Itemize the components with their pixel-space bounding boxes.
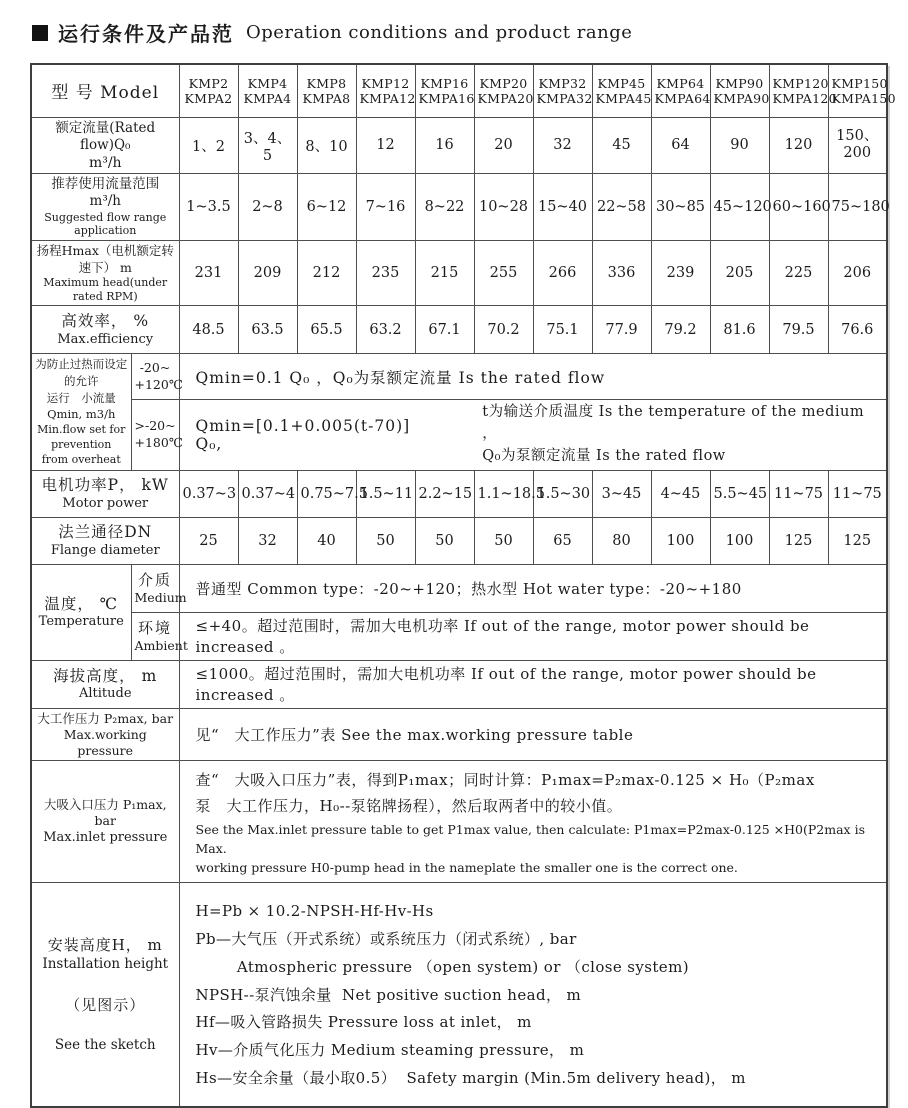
model-header-cell-line: KMPA8 xyxy=(302,90,351,106)
page-title xyxy=(32,18,908,47)
min-flow-label: 为防止过热而设定的允许 运行 小流量 Qmin, m3/h Min.flow set for prevention from overheat xyxy=(31,354,131,470)
inlet-cn-block xyxy=(196,767,877,820)
model-header-cell xyxy=(415,64,474,117)
model-header-cell-line: KMP2 xyxy=(188,75,229,91)
model-header-cell-line: KMPA32 xyxy=(536,90,593,106)
motor-power-label: 电机功率P， kW Motor power xyxy=(31,470,179,517)
inlet-en-block xyxy=(196,820,877,878)
page-title-en: Operation conditions and product range xyxy=(246,22,633,43)
altitude-label: 海拔高度， m Altitude xyxy=(31,660,179,708)
flange-cell: 50 xyxy=(474,517,533,564)
ambient-sublabel: 环境 Ambient xyxy=(131,612,179,660)
min-flow-formula-2: Qmin=[0.1+0.005(t-70)] Q₀, t为输送介质温度 Is the temperature of the medium ， Q₀为泵额定流量 Is the rated flow xyxy=(179,400,887,470)
temp-range-180: >-20~ +180℃ xyxy=(131,400,179,470)
model-header-cell xyxy=(356,64,415,117)
model-header-cell xyxy=(474,64,533,117)
max-working-pressure-label: 大工作压力 P₂max, bar Max.working pressure xyxy=(31,708,179,761)
rated-flow-cell: 90 xyxy=(710,117,769,173)
flange-cell: 40 xyxy=(297,517,356,564)
model-header-cell-line: KMPA64 xyxy=(654,90,711,106)
rated-flow-cell xyxy=(828,117,887,173)
max-head-row xyxy=(31,241,887,306)
suggested-flow-cell: 2~8 xyxy=(238,173,297,241)
max-inlet-pressure-row xyxy=(31,761,887,883)
model-header-cell-line: KMP20 xyxy=(479,75,528,91)
min-flow-row-1 xyxy=(31,354,887,400)
medium-sublabel: 介质 Medium xyxy=(131,564,179,612)
min-flow-row-2 xyxy=(31,400,887,470)
max-head-cell: 205 xyxy=(710,241,769,306)
formula-line: Hv—介质气化压力 Medium steaming pressure， m xyxy=(195,1041,585,1060)
model-header-cell-line: KMPA4 xyxy=(243,90,292,106)
max-efficiency-cell: 79.5 xyxy=(769,306,828,354)
model-header-label: 型 号 Model xyxy=(31,64,179,117)
formula-line: Hf—吸入管路损失 Pressure loss at inlet， m xyxy=(195,1013,532,1032)
model-header-cell xyxy=(710,64,769,117)
min-flow-formula-1: Qmin=0.1 Q₀ ，Q₀为泵额定流量 Is the rated flow xyxy=(179,354,887,400)
rated-flow-label: 额定流量(Rated flow)Q₀ m³/h xyxy=(31,117,179,173)
model-header-cell-line: KMPA16 xyxy=(418,90,475,106)
motor-power-cell: 3~45 xyxy=(592,470,651,517)
motor-power-cell: 1.5~11 xyxy=(356,470,415,517)
model-header-cell-line: KMP90 xyxy=(715,75,764,91)
flange-cell: 100 xyxy=(710,517,769,564)
model-header-cell-line: KMPA90 xyxy=(713,90,770,106)
max-efficiency-cell: 79.2 xyxy=(651,306,710,354)
temp-range-120: -20~ +120℃ xyxy=(131,354,179,400)
ambient-text: ≤+40。超过范围时，需加大电机功率 If out of the range, motor power should be increased 。 xyxy=(179,612,887,660)
motor-power-cell: 0.37~3 xyxy=(179,470,238,517)
model-header-cell-line: KMP45 xyxy=(597,75,646,91)
rated-flow-cell: 8、10 xyxy=(297,117,356,173)
model-header-cell-line: KMPA45 xyxy=(595,90,652,106)
model-header-cell-line: KMPA20 xyxy=(477,90,534,106)
max-inlet-pressure-text xyxy=(179,761,887,883)
max-efficiency-cell: 75.1 xyxy=(533,306,592,354)
model-header-cell xyxy=(297,64,356,117)
motor-power-cell: 2.2~15 xyxy=(415,470,474,517)
flange-cell: 80 xyxy=(592,517,651,564)
inlet-en-line: working pressure H0-pump head in the nameplate the smaller one is the correct one. xyxy=(195,860,738,876)
rated-flow-row xyxy=(31,117,887,173)
suggested-flow-cell: 7~16 xyxy=(356,173,415,241)
flange-cell: 65 xyxy=(533,517,592,564)
suggested-flow-cell: 10~28 xyxy=(474,173,533,241)
flange-cell: 125 xyxy=(828,517,887,564)
motor-power-cell: 0.37~4 xyxy=(238,470,297,517)
installation-height-label: 安装高度H， m Installation height （见图示） See the sketch xyxy=(31,882,179,1107)
medium-text: 普通型 Common type：-20~+120；热水型 Hot water type：-20~+180 xyxy=(179,564,887,612)
suggested-flow-cell: 45~120 xyxy=(710,173,769,241)
rated-flow-cell: 120 xyxy=(769,117,828,173)
formula-line: NPSH--泵汽蚀余量 Net positive suction head， m xyxy=(195,985,582,1004)
flange-cell: 32 xyxy=(238,517,297,564)
suggested-flow-cell: 1~3.5 xyxy=(179,173,238,241)
max-efficiency-cell: 77.9 xyxy=(592,306,651,354)
max-head-cell: 231 xyxy=(179,241,238,306)
model-header-cell xyxy=(179,64,238,117)
rated-flow-cell: 1、2 xyxy=(179,117,238,173)
model-header-cell-line: KMPA120 xyxy=(772,90,837,106)
max-working-pressure-text: 见“ 大工作压力”表 See the max.working pressure table xyxy=(179,708,887,761)
motor-power-cell: 5.5~45 xyxy=(710,470,769,517)
rated-flow-cell-line: 150、 xyxy=(836,127,879,144)
motor-power-row xyxy=(31,470,887,517)
suggested-flow-cell: 8~22 xyxy=(415,173,474,241)
suggested-flow-cell: 60~160 xyxy=(769,173,828,241)
motor-power-cell: 1.1~18.5 xyxy=(474,470,533,517)
max-efficiency-row xyxy=(31,306,887,354)
flange-row xyxy=(31,517,887,564)
model-header-cell-line: KMPA2 xyxy=(184,90,233,106)
rated-flow-cell: 32 xyxy=(533,117,592,173)
formula-line: H=Pb × 10.2-NPSH-Hf-Hv-Hs xyxy=(195,902,434,921)
max-head-cell: 209 xyxy=(238,241,297,306)
max-working-pressure-row xyxy=(31,708,887,761)
motor-power-cell: 0.75~7.5 xyxy=(297,470,356,517)
model-header-cell xyxy=(651,64,710,117)
installation-height-text xyxy=(179,882,887,1107)
model-header-cell-line: KMPA12 xyxy=(359,90,416,106)
flange-cell: 50 xyxy=(356,517,415,564)
rated-flow-cell: 12 xyxy=(356,117,415,173)
inlet-en-line: See the Max.inlet pressure table to get P1max value, then calculate: P1max=P2max-0.125 ×H0(P2max is Max. xyxy=(195,821,865,856)
rated-flow-cell: 16 xyxy=(415,117,474,173)
suggested-flow-cell: 30~85 xyxy=(651,173,710,241)
model-header-cell-line: KMPA150 xyxy=(831,90,896,106)
max-efficiency-cell: 67.1 xyxy=(415,306,474,354)
rated-flow-cell: 64 xyxy=(651,117,710,173)
suggested-flow-cell: 6~12 xyxy=(297,173,356,241)
model-header-cell-line: KMP8 xyxy=(306,75,347,91)
suggested-flow-cell: 15~40 xyxy=(533,173,592,241)
flange-cell: 125 xyxy=(769,517,828,564)
flange-cell: 25 xyxy=(179,517,238,564)
rated-flow-cell: 45 xyxy=(592,117,651,173)
motor-power-cell: 11~75 xyxy=(828,470,887,517)
model-header-cell-line: KMP64 xyxy=(656,75,705,91)
max-efficiency-cell: 81.6 xyxy=(710,306,769,354)
motor-power-cell: 11~75 xyxy=(769,470,828,517)
max-efficiency-cell: 63.5 xyxy=(238,306,297,354)
rated-flow-cell: 20 xyxy=(474,117,533,173)
max-head-cell: 239 xyxy=(651,241,710,306)
max-head-cell: 206 xyxy=(828,241,887,306)
rated-flow-cell: 3、4、5 xyxy=(238,117,297,173)
formula-line: Pb—大气压（开式系统）或系统压力（闭式系统）, bar xyxy=(195,930,577,949)
max-efficiency-cell: 76.6 xyxy=(828,306,887,354)
temperature-ambient-row xyxy=(31,612,887,660)
model-header-cell xyxy=(769,64,837,117)
max-efficiency-cell: 48.5 xyxy=(179,306,238,354)
max-head-label: 扬程Hmax（电机额定转速下） m Maximum head(under rated RPM) xyxy=(31,241,179,306)
square-bullet-icon xyxy=(32,25,48,41)
max-head-cell: 266 xyxy=(533,241,592,306)
max-head-cell: 336 xyxy=(592,241,651,306)
page-title-cn: 运行条件及产品范 xyxy=(58,22,234,46)
max-efficiency-cell: 63.2 xyxy=(356,306,415,354)
altitude-row xyxy=(31,660,887,708)
spec-table xyxy=(30,63,896,1108)
temperature-label: 温度， ℃ Temperature xyxy=(31,564,131,660)
flange-cell: 100 xyxy=(651,517,710,564)
model-header-cell-line: KMP4 xyxy=(247,75,288,91)
max-head-cell: 255 xyxy=(474,241,533,306)
model-header-cell xyxy=(533,64,592,117)
max-head-cell: 225 xyxy=(769,241,828,306)
altitude-text: ≤1000。超过范围时，需加大电机功率 If out of the range, motor power should be increased 。 xyxy=(179,660,887,708)
model-header-cell-line: KMP120 xyxy=(772,75,829,91)
temperature-medium-row xyxy=(31,564,887,612)
motor-power-cell: 4~45 xyxy=(651,470,710,517)
max-efficiency-cell: 70.2 xyxy=(474,306,533,354)
model-header-cell-line: KMP150 xyxy=(831,75,888,91)
suggested-flow-label: 推荐使用流量范围 m³/h Suggested flow range application xyxy=(31,173,179,241)
max-head-cell: 235 xyxy=(356,241,415,306)
max-inlet-pressure-label: 大吸入口压力 P₁max, bar Max.inlet pressure xyxy=(31,761,179,883)
model-header-cell xyxy=(592,64,651,117)
model-header-cell-line: KMP16 xyxy=(420,75,469,91)
max-head-cell: 215 xyxy=(415,241,474,306)
model-header-cell-line: KMP12 xyxy=(361,75,410,91)
max-efficiency-label: 高效率， % Max.efficiency xyxy=(31,306,179,354)
installation-height-row xyxy=(31,882,887,1107)
suggested-flow-cell: 75~180 xyxy=(828,173,887,241)
formula-line: Hs—安全余量（最小取0.5） Safety margin (Min.5m delivery head)， m xyxy=(195,1068,746,1087)
model-header-cell-line: KMP32 xyxy=(538,75,587,91)
suggested-flow-cell: 22~58 xyxy=(592,173,651,241)
inlet-cn-line: 泵 大工作压力，H₀--泵铭牌扬程），然后取两者中的较小值。 xyxy=(195,797,623,816)
formula-line: Atmospheric pressure （open system) or （close system) xyxy=(195,957,689,976)
inlet-cn-line: 查“ 大吸入口压力”表，得到P₁max；同时计算：P₁max=P₂max-0.125 × H₀（P₂max xyxy=(195,771,815,790)
suggested-flow-row xyxy=(31,173,887,241)
max-head-cell: 212 xyxy=(297,241,356,306)
max-efficiency-cell: 65.5 xyxy=(297,306,356,354)
flange-cell: 50 xyxy=(415,517,474,564)
model-header-cell xyxy=(238,64,297,117)
rated-flow-cell-line: 200 xyxy=(843,145,872,162)
table-header-row xyxy=(31,64,887,117)
flange-label: 法兰通径DN Flange diameter xyxy=(31,517,179,564)
motor-power-cell: 1.5~30 xyxy=(533,470,592,517)
model-header-cell xyxy=(828,64,896,117)
